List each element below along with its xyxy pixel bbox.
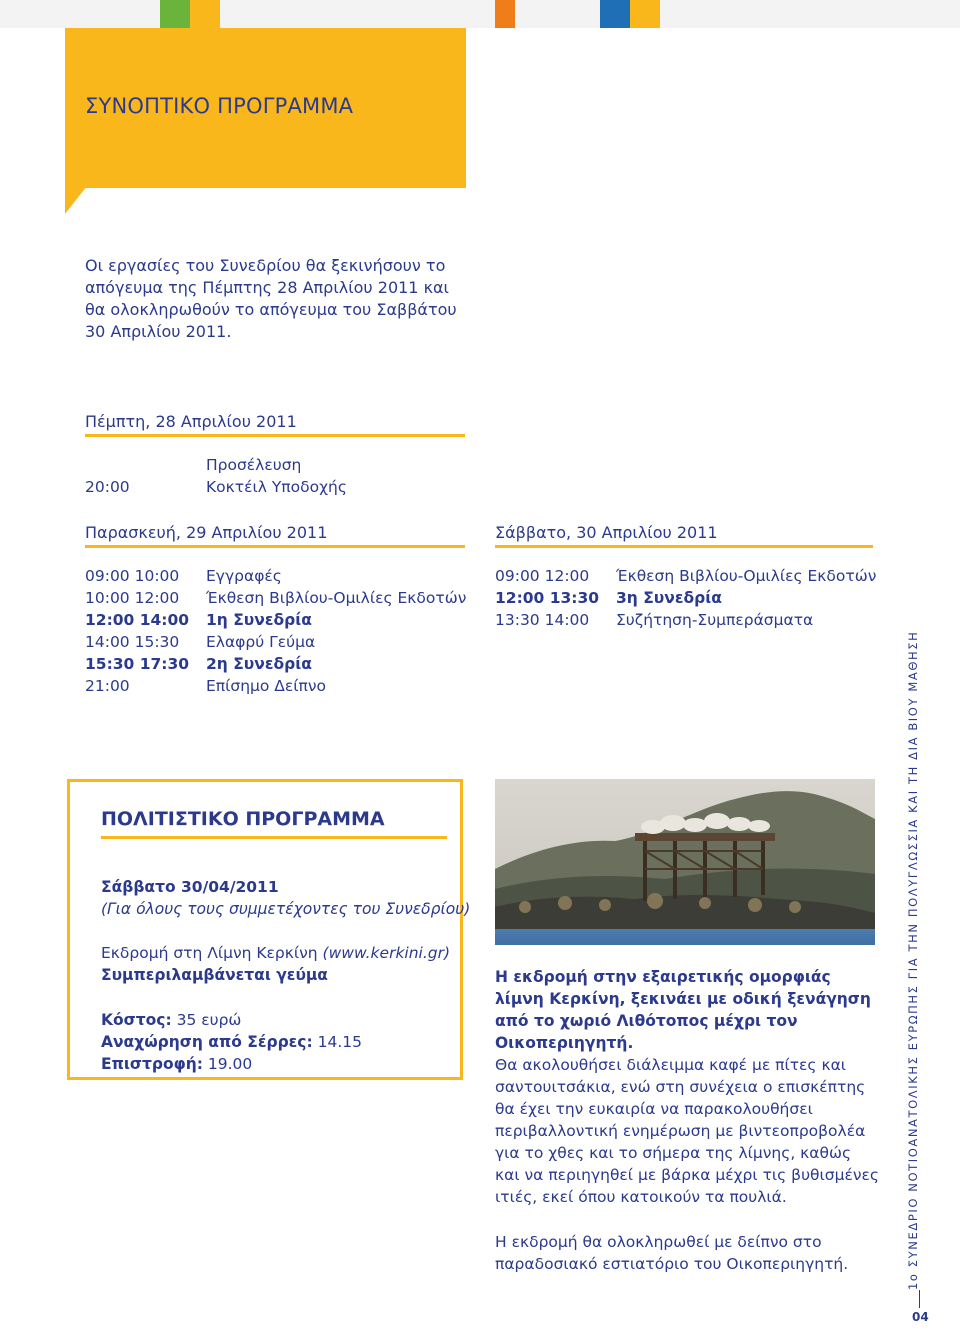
excursion-lead: Η εκδρομή στην εξαιρετικής ομορφιάς λίμνη Κερκίνη, ξεκινάει με οδική ξενάγηση από το χωριό Λιθότοπος μέχρι τον Οικοπεριηγητή. bbox=[495, 968, 871, 1052]
excursion-prefix: Εκδρομή στη Λίμνη Κερκίνη bbox=[101, 944, 323, 962]
friday-event-5: 2η Συνεδρία bbox=[206, 655, 312, 673]
friday-event-1: Εγγραφές bbox=[206, 567, 282, 585]
culture-title: ΠΟΛΙΤΙΣΤΙΚΟ ΠΡΟΓΡΑΜΜΑ bbox=[101, 808, 385, 830]
friday-event-4: Ελαφρύ Γεύμα bbox=[206, 633, 316, 651]
cost-value: 35 ευρώ bbox=[171, 1011, 242, 1029]
friday-time-2: 10:00 12:00 bbox=[85, 589, 180, 607]
header-box-notch bbox=[65, 186, 87, 214]
return-value: 19.00 bbox=[202, 1055, 253, 1073]
conference-side-label: 1ο ΣΥΝΕΔΡΙΟ ΝΟΤΙΟΑΝΑΤΟΛΙΚΗΣ ΕΥΡΩΠΗΣ ΓΙΑ ΤΗΝ ΠΟΛΥΓΛΩΣΣΙΑ ΚΑΙ ΤΗ ΔΙΑ ΒΙΟΥ ΜΑΘΗΣΗ bbox=[906, 630, 920, 1290]
culture-cost bbox=[101, 1011, 241, 1029]
friday-time-6: 21:00 bbox=[85, 677, 130, 695]
page-number: 04 bbox=[912, 1310, 929, 1324]
friday-time-5: 15:30 17:30 bbox=[85, 655, 190, 673]
stripe-orange bbox=[495, 0, 515, 28]
intro-paragraph: Οι εργασίες του Συνεδρίου θα ξεκινήσουν το απόγευμα της Πέμπτης 28 Απριλίου 2011 και θα ολοκληρωθούν το απόγευμα του Σαββάτου 30 Απριλίου 2011. bbox=[85, 256, 457, 341]
stripe-blue bbox=[600, 0, 630, 28]
top-color-strip bbox=[0, 0, 960, 28]
page-title: ΣΥΝΟΠΤΙΚΟ ΠΡΟΓΡΑΜΜΑ bbox=[85, 94, 354, 118]
saturday-rule bbox=[495, 545, 873, 548]
saturday-time-3: 13:30 14:00 bbox=[495, 611, 590, 629]
kerkini-link[interactable]: (www.kerkini.gr) bbox=[322, 944, 451, 962]
lake-kerkini-photo bbox=[495, 779, 875, 945]
thursday-event-2: Κοκτέιλ Υποδοχής bbox=[206, 478, 347, 496]
return-label: Επιστροφή: bbox=[101, 1055, 203, 1073]
departure-label: Αναχώρηση από Σέρρες: bbox=[101, 1033, 313, 1051]
culture-return bbox=[101, 1055, 252, 1073]
friday-time-3: 12:00 14:00 bbox=[85, 611, 190, 629]
thursday-event-1: Προσέλευση bbox=[206, 456, 302, 474]
stripe-green bbox=[160, 0, 190, 28]
saturday-event-3: Συζήτηση-Συμπεράσματα bbox=[616, 611, 814, 629]
excursion-closing: Η εκδρομή θα ολοκληρωθεί με δείπνο στο παραδοσιακό εστιατόριο του Οικοπεριηγητή. bbox=[495, 1233, 849, 1273]
excursion-body: Θα ακολουθήσει διάλειμμα καφέ με πίτες και σαντουιτσάκια, ενώ στη συνέχεια ο επισκέπτης θα έχει την ευκαιρία να παρακολουθήσει περιβαλλοντική ενημέρωση με βιντεοπροβολέα για το χθες και το σήμερα της λίμνης, καθώς και να περιηγηθεί με βάρκα μέχρι τις βυθισμένες ιτιές, εκεί όπου κατοικούν τα πουλιά. bbox=[495, 1056, 879, 1206]
saturday-event-1: Έκθεση Βιβλίου-Ομιλίες Εκδοτών bbox=[616, 567, 877, 585]
culture-date: Σάββατο 30/04/2011 bbox=[101, 878, 279, 896]
culture-departure bbox=[101, 1033, 362, 1051]
side-divider bbox=[919, 1290, 920, 1308]
stripe-yellow-2 bbox=[630, 0, 660, 28]
saturday-title: Σάββατο, 30 Απριλίου 2011 bbox=[495, 523, 718, 542]
thursday-rule bbox=[85, 434, 465, 437]
culture-audience: (Για όλους τους συμμετέχοντες του Συνεδρίου) bbox=[101, 900, 471, 918]
saturday-time-1: 09:00 12:00 bbox=[495, 567, 590, 585]
saturday-time-2: 12:00 13:30 bbox=[495, 589, 600, 607]
thursday-title: Πέμπτη, 28 Απριλίου 2011 bbox=[85, 412, 297, 431]
stripe-yellow bbox=[190, 0, 220, 28]
friday-time-1: 09:00 10:00 bbox=[85, 567, 180, 585]
friday-event-2: Έκθεση Βιβλίου-Ομιλίες Εκδοτών bbox=[206, 589, 467, 607]
saturday-event-2: 3η Συνεδρία bbox=[616, 589, 722, 607]
culture-excursion bbox=[101, 944, 450, 962]
friday-event-3: 1η Συνεδρία bbox=[206, 611, 312, 629]
culture-rule bbox=[101, 836, 447, 839]
departure-value: 14.15 bbox=[312, 1033, 362, 1051]
friday-event-6: Επίσημο Δείπνο bbox=[206, 677, 326, 695]
friday-time-4: 14:00 15:30 bbox=[85, 633, 180, 651]
friday-title: Παρασκευή, 29 Απριλίου 2011 bbox=[85, 523, 328, 542]
friday-rule bbox=[85, 545, 465, 548]
cost-label: Κόστος: bbox=[101, 1011, 172, 1029]
culture-meal: Συμπεριλαμβάνεται γεύμα bbox=[101, 966, 328, 984]
thursday-time-2: 20:00 bbox=[85, 478, 130, 496]
